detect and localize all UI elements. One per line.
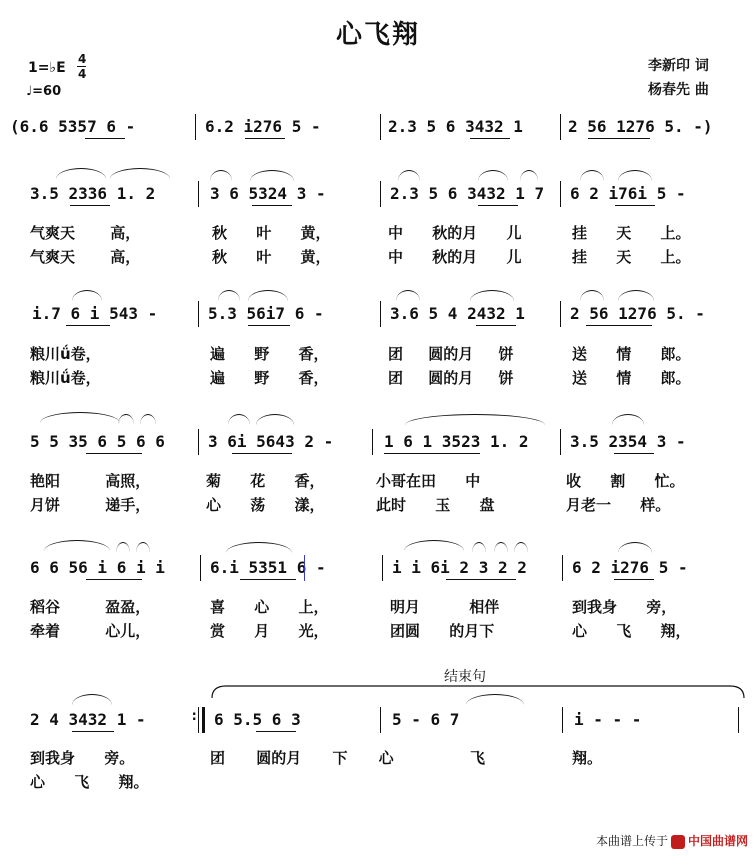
lyric-line: 挂 天 上。 bbox=[572, 224, 691, 242]
underline bbox=[614, 579, 654, 580]
lyric-line: 团 圆的月 饼 bbox=[388, 369, 514, 387]
underline bbox=[85, 138, 125, 139]
lyric-line: 气爽天 高， bbox=[30, 248, 141, 266]
lyric-line: 心 荡 漾， bbox=[206, 496, 325, 514]
slur bbox=[118, 414, 134, 425]
lyric-line: 挂 天 上。 bbox=[572, 248, 691, 266]
barline bbox=[560, 181, 561, 207]
slur bbox=[136, 542, 150, 553]
lyric-line: 中 秋的月 儿 bbox=[388, 224, 522, 242]
measure: 2.3 5 6 3432 1 bbox=[388, 117, 523, 136]
lyric-line: 稻谷 盈盈， bbox=[30, 598, 151, 616]
lyric-line: 秋 叶 黄， bbox=[212, 224, 331, 242]
barline bbox=[380, 181, 381, 207]
lyric-line: 到我身 旁， bbox=[572, 598, 677, 616]
slur bbox=[405, 414, 545, 425]
measure: 6 5.5 6 3 bbox=[214, 710, 301, 729]
lyric-line: 秋 叶 黄， bbox=[212, 248, 331, 266]
lyric-line: 艳阳 高照， bbox=[30, 472, 151, 490]
measure: 2 56 1276 5. - bbox=[570, 304, 705, 323]
underline bbox=[232, 453, 292, 454]
repeat-barline-thick bbox=[202, 707, 205, 733]
measure: 5 - 6 7 bbox=[392, 710, 460, 729]
footer-text: 本曲谱上传于 bbox=[595, 834, 668, 848]
slur bbox=[72, 694, 112, 705]
slur bbox=[478, 170, 508, 181]
underline bbox=[256, 731, 296, 732]
slur bbox=[618, 170, 652, 181]
lyric-line: 牵着 心儿， bbox=[30, 622, 151, 640]
score-title: 心飞翔 bbox=[335, 20, 420, 50]
barline bbox=[380, 707, 381, 733]
slur bbox=[140, 414, 156, 425]
lyric-line: 中 秋的月 儿 bbox=[388, 248, 522, 266]
lyric-line: 心 飞 翔， bbox=[572, 622, 691, 640]
barline bbox=[380, 114, 381, 140]
lyric-line: 菊 花 香， bbox=[206, 472, 325, 490]
tempo-marking: ♩=60 bbox=[26, 84, 62, 99]
lyric-line: 小哥在田 中 bbox=[376, 472, 481, 490]
lyric-line: 飞 bbox=[470, 749, 486, 767]
measure: 3 6i 5643 2 - bbox=[208, 432, 334, 451]
slur bbox=[470, 290, 514, 301]
underline bbox=[245, 138, 285, 139]
slur bbox=[44, 540, 110, 551]
underline bbox=[470, 138, 510, 139]
measure: 6 2 i276 5 - bbox=[572, 558, 688, 577]
lyric-line: 此时 玉 盘 bbox=[376, 496, 495, 514]
ending-label: 结束句 bbox=[444, 669, 486, 685]
barline bbox=[200, 555, 201, 581]
lyric-line: 遍 野 香， bbox=[210, 345, 329, 363]
measure: 5.3 56i7 6 - bbox=[208, 304, 324, 323]
slur bbox=[618, 290, 654, 301]
key-signature: 1=♭E bbox=[28, 60, 66, 76]
lyric-line: 团 圆的月 下 心 bbox=[210, 749, 394, 767]
measure: i i 6i 2 3 2 2 bbox=[392, 558, 527, 577]
slur bbox=[396, 290, 420, 301]
slur bbox=[226, 542, 292, 553]
underline bbox=[66, 325, 110, 326]
slur bbox=[116, 542, 130, 553]
cursor-line bbox=[304, 555, 305, 581]
underline bbox=[384, 453, 480, 454]
barline bbox=[195, 114, 196, 140]
lyric-line: 气爽天 高， bbox=[30, 224, 141, 242]
barline bbox=[562, 555, 563, 581]
slur bbox=[472, 542, 486, 553]
measure: (6.6 5357 6 - bbox=[10, 117, 136, 136]
underline bbox=[588, 138, 650, 139]
slur bbox=[618, 542, 652, 553]
lyric-line: 收 割 忙。 bbox=[566, 472, 685, 490]
lyric-line: 心 飞 翔。 bbox=[30, 773, 149, 791]
slur bbox=[580, 170, 604, 181]
slur bbox=[580, 290, 604, 301]
lyricist-credit: 李新印 词 bbox=[648, 58, 709, 74]
lyric-line: 粮川ǘ卷， bbox=[30, 345, 101, 363]
barline bbox=[562, 707, 563, 733]
slur bbox=[520, 170, 538, 181]
slur bbox=[228, 414, 250, 425]
measure: 3.6 5 4 2432 1 bbox=[390, 304, 525, 323]
barline bbox=[560, 429, 561, 455]
lyric-line: 喜 心 上， bbox=[210, 598, 329, 616]
lyric-line: 明月 相伴 bbox=[390, 598, 500, 616]
lyric-line: 遍 野 香， bbox=[210, 369, 329, 387]
measure: 2.3 5 6 3432 1 7 bbox=[390, 184, 545, 203]
footer-credit bbox=[596, 832, 748, 849]
slur bbox=[248, 290, 288, 301]
underline bbox=[614, 453, 654, 454]
slur bbox=[40, 412, 120, 423]
barline bbox=[372, 429, 373, 455]
time-signature-top: 4 bbox=[78, 52, 87, 66]
lyric-line: 送 情 郎。 bbox=[572, 345, 691, 363]
measure: 6.2 i276 5 - bbox=[205, 117, 321, 136]
slur bbox=[514, 542, 528, 553]
slur bbox=[110, 168, 170, 179]
underline bbox=[446, 579, 516, 580]
slur bbox=[72, 290, 102, 301]
lyric-line: 送 情 郎。 bbox=[572, 369, 691, 387]
slur bbox=[398, 170, 420, 181]
barline bbox=[382, 555, 383, 581]
barline bbox=[380, 301, 381, 327]
barline bbox=[198, 181, 199, 207]
underline bbox=[252, 205, 292, 206]
underline bbox=[248, 325, 290, 326]
time-signature-bottom: 4 bbox=[78, 67, 87, 81]
measure: i - - - bbox=[574, 710, 642, 729]
measure: 1 6 1 3523 1. 2 bbox=[384, 432, 529, 451]
measure: 3.5 2354 3 - bbox=[570, 432, 686, 451]
underline bbox=[586, 325, 652, 326]
underline bbox=[478, 205, 518, 206]
underline bbox=[476, 325, 516, 326]
repeat-dots: : bbox=[190, 708, 199, 724]
measure: 3 6 5324 3 - bbox=[210, 184, 326, 203]
slur bbox=[256, 414, 294, 425]
lyric-line: 团圆 的月下 bbox=[390, 622, 495, 640]
slur bbox=[612, 414, 644, 425]
measure: 6 2 i76i 5 - bbox=[570, 184, 686, 203]
barline bbox=[560, 114, 561, 140]
slur bbox=[210, 170, 232, 181]
measure: 6 6 56 i 6 i i bbox=[30, 558, 165, 577]
lyric-line: 到我身 旁。 bbox=[30, 749, 135, 767]
slur bbox=[404, 540, 464, 551]
slur bbox=[56, 168, 106, 179]
measure: 5 5 35 6 5 6 6 bbox=[30, 432, 165, 451]
barline bbox=[738, 707, 739, 733]
lyric-line: 月老一 样。 bbox=[566, 496, 671, 514]
barline bbox=[560, 301, 561, 327]
underline bbox=[240, 579, 296, 580]
measure: i.7 6 i 543 - bbox=[32, 304, 158, 323]
slur bbox=[218, 290, 240, 301]
lyric-line: 翔。 bbox=[572, 749, 603, 767]
underline bbox=[86, 453, 142, 454]
underline bbox=[70, 205, 110, 206]
measure: 6.i 5351 6 - bbox=[210, 558, 326, 577]
underline bbox=[615, 205, 655, 206]
lyric-line: 团 圆的月 饼 bbox=[388, 345, 514, 363]
underline bbox=[86, 579, 142, 580]
underline bbox=[72, 731, 114, 732]
slur bbox=[494, 542, 508, 553]
site-logo-icon bbox=[671, 835, 685, 849]
lyric-line: 赏 月 光， bbox=[210, 622, 329, 640]
measure: 2 56 1276 5. -) bbox=[568, 117, 713, 136]
lyric-line: 粮川ǘ卷， bbox=[30, 369, 101, 387]
footer-site-link[interactable]: 中国曲谱网 bbox=[687, 834, 748, 848]
barline bbox=[198, 301, 199, 327]
measure: 3.5 2336 1. 2 bbox=[30, 184, 156, 203]
slur bbox=[250, 170, 294, 181]
measure: 2 4 3432 1 - bbox=[30, 710, 146, 729]
composer-credit: 杨春先 曲 bbox=[648, 82, 709, 98]
barline bbox=[198, 429, 199, 455]
lyric-line: 月饼 递手， bbox=[30, 496, 151, 514]
